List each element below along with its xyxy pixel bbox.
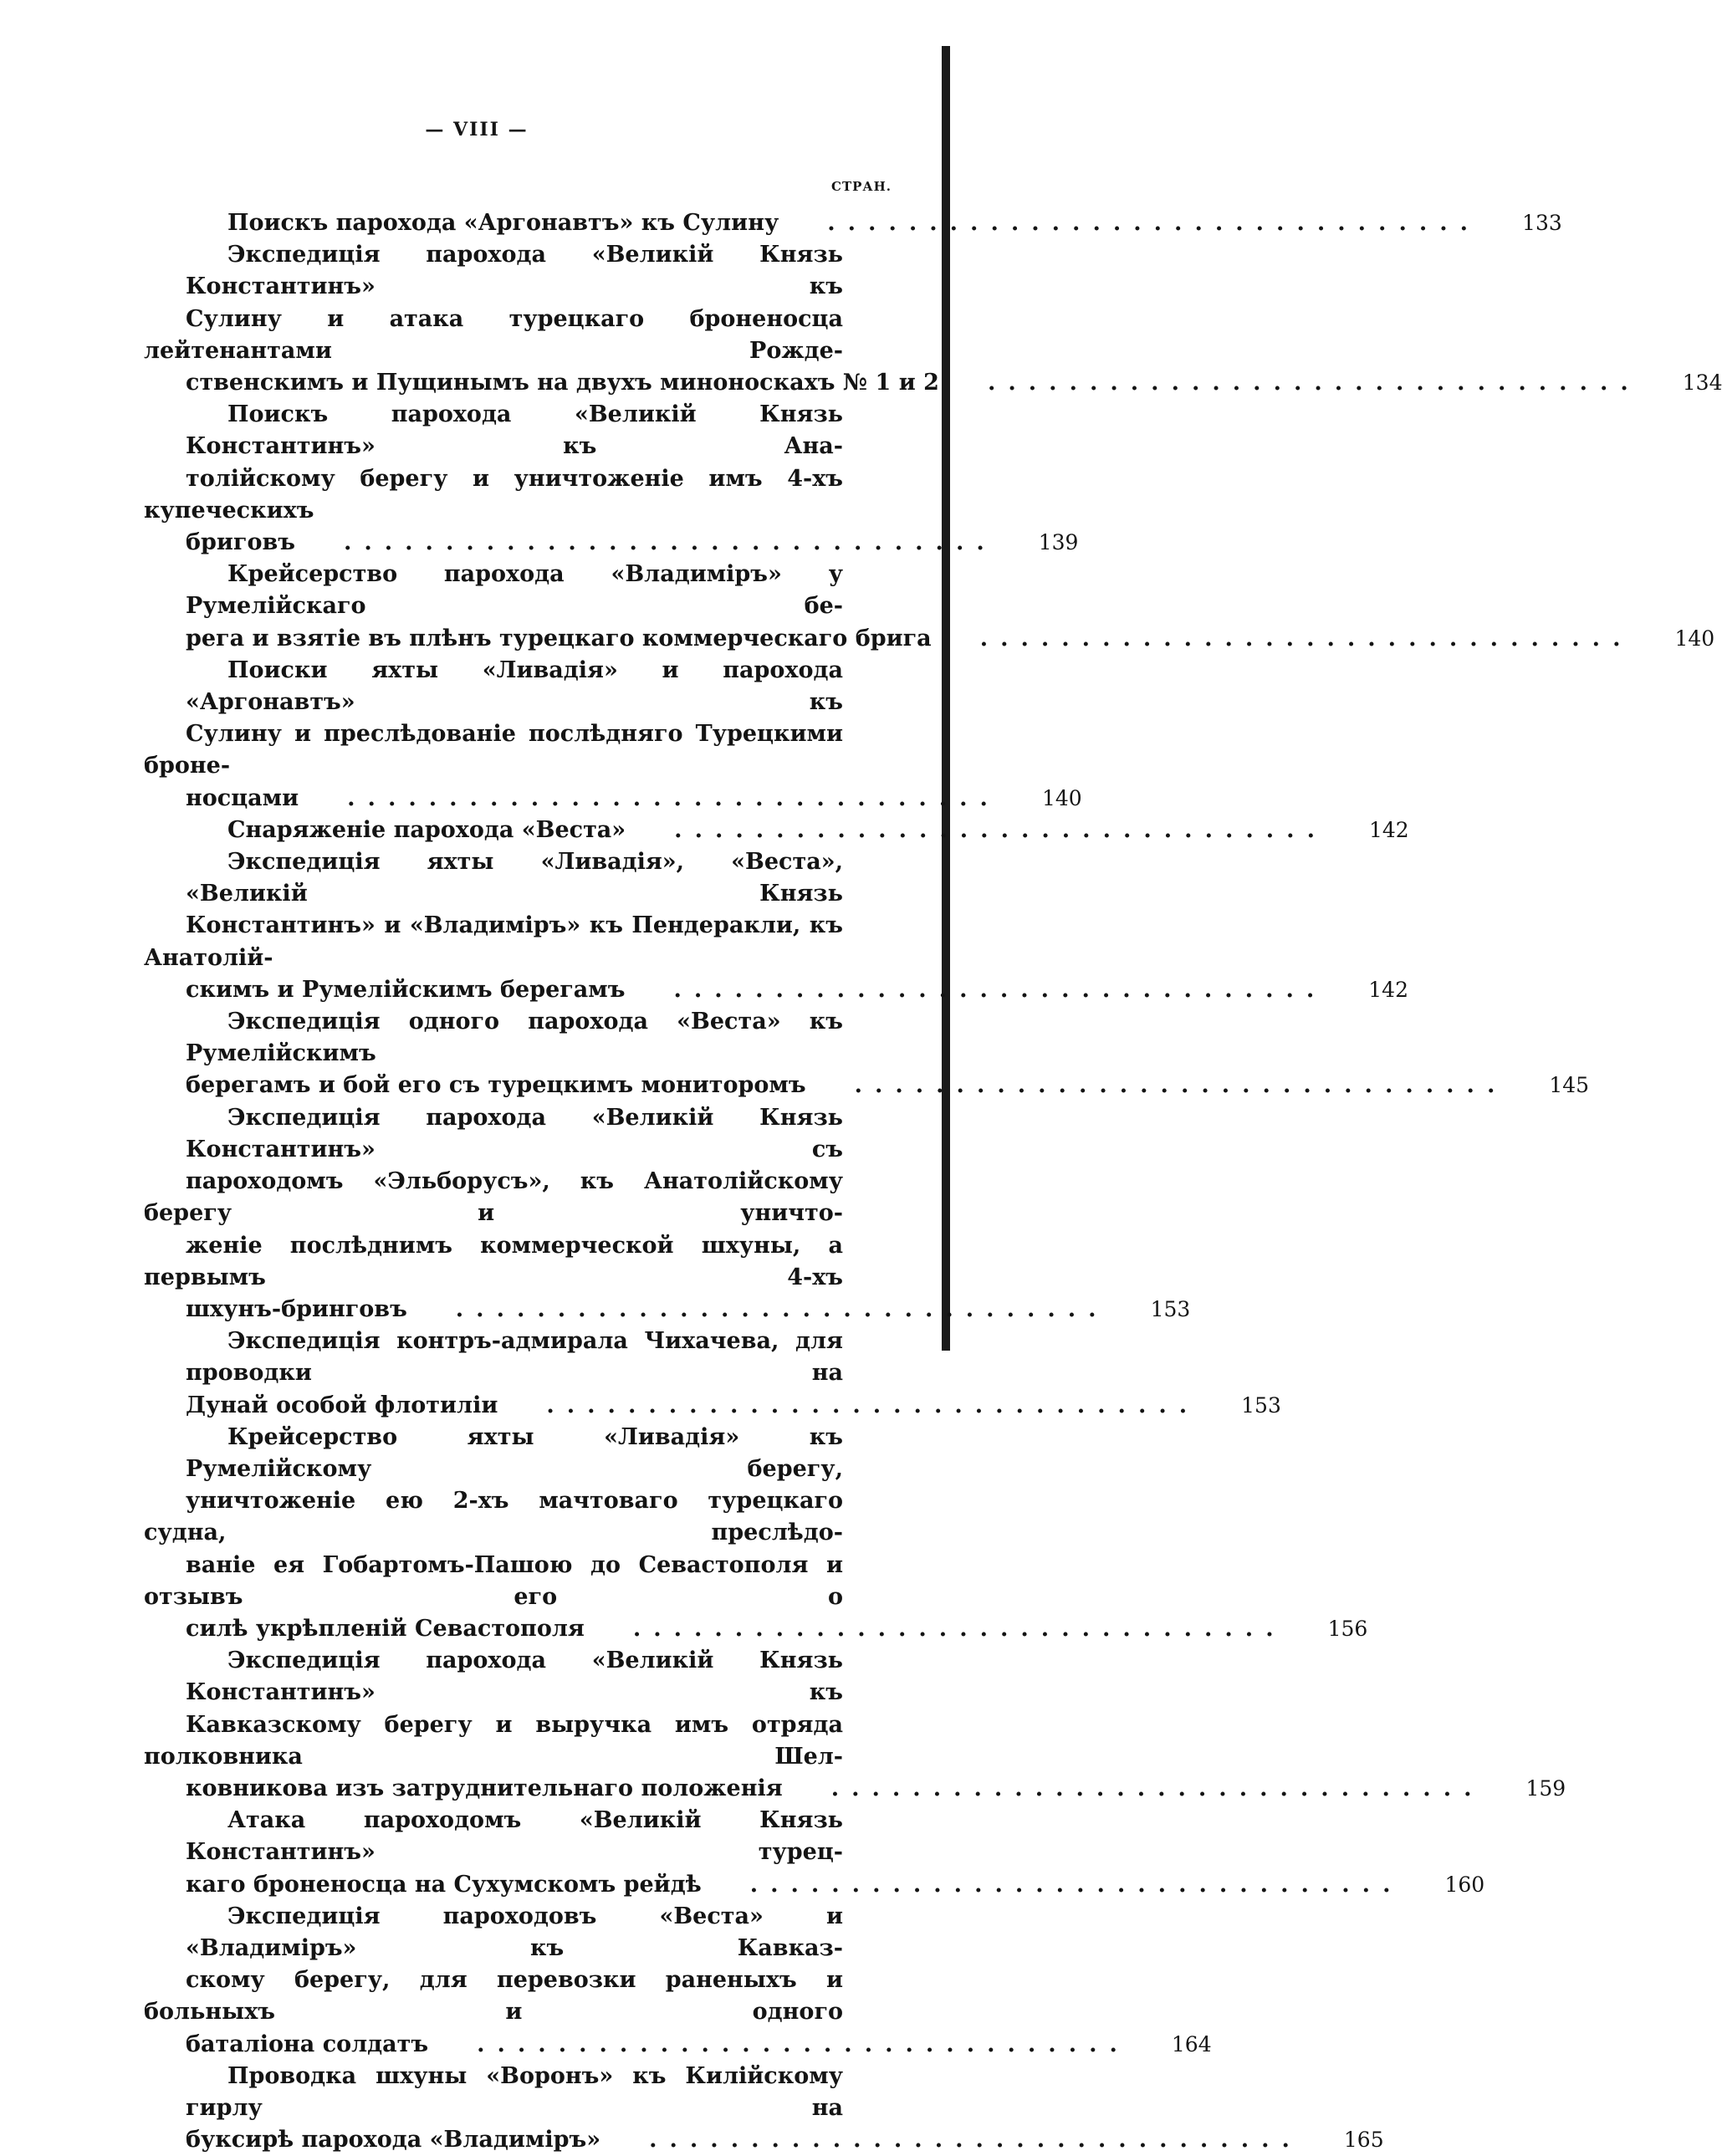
dot-leader: ................................: [455, 1295, 1109, 1322]
toc-entry: [144, 1805, 1485, 1901]
toc-entry-text: шхунъ-бринговъ: [186, 1295, 407, 1322]
dot-leader: ................................: [347, 784, 1000, 811]
toc-entry-line: [144, 463, 843, 527]
toc-entry-text: берегамъ и бой его съ турецкимъ мониторомъ: [186, 1072, 806, 1099]
page-column-header: СТРАН.: [831, 179, 892, 194]
toc-entry-text: уничтоженіе ею 2-хъ мачтоваго турецкаго судна, преслѣдо-: [144, 1488, 843, 1546]
toc-entry-text: Сулину и преслѣдованіе послѣдняго Турецкими броне-: [144, 721, 843, 779]
toc-entry-text: каго броненосца на Сухумскомъ рейдѣ: [186, 1871, 702, 1898]
toc-entry-line: [144, 1326, 843, 1389]
toc-entry: [144, 1645, 1566, 1805]
toc-entry-line: [144, 239, 843, 303]
toc-entry: [144, 399, 1079, 559]
toc-page-number: 142: [1368, 817, 1409, 842]
toc-entry-line: [144, 1390, 1281, 1422]
toc-entry-line: [144, 1805, 843, 1868]
toc-entry-line: [144, 1006, 843, 1070]
toc-entry-text: Экспедиція парохода «Великій Князь Константинъ» съ: [186, 1104, 843, 1162]
toc-page-number: 159: [1525, 1775, 1566, 1801]
toc-entry-line: [144, 1645, 843, 1709]
dot-leader: ................................: [854, 1072, 1508, 1099]
toc-entry-text: баталіона солдатъ: [186, 2031, 429, 2057]
toc-entry-text: Поиски яхты «Ливадія» и парохода «Аргонавтъ» къ: [186, 657, 843, 716]
page-spine-edge: [942, 46, 950, 1351]
toc-entry-text: бриговъ: [186, 529, 295, 556]
toc-page-number: 156: [1327, 1616, 1368, 1641]
toc-entry-text: носцами: [186, 784, 299, 811]
toc-entry-line: [144, 2124, 1384, 2156]
toc-entry-line: [144, 1964, 843, 2028]
toc-entry: [144, 655, 1082, 815]
toc-entry-text: женіе послѣднимъ коммерческой шхуны, а первымъ 4-хъ: [144, 1232, 843, 1290]
toc-entry-text: толійскому берегу и уничтоженіе имъ 4-хъ купеческихъ: [144, 465, 843, 524]
toc-entry-text: Экспедиція парохода «Великій Князь Константинъ» къ: [186, 242, 843, 300]
toc-entry: [144, 846, 1408, 1006]
toc-page-number: 164: [1171, 2031, 1212, 2056]
toc-entry: [144, 1006, 1590, 1102]
toc-entry-text: силѣ укрѣпленій Севастополя: [186, 1615, 585, 1642]
toc-entry-line: [144, 1102, 843, 1166]
toc-page-number: 165: [1343, 2128, 1384, 2153]
toc-entry-line: [144, 559, 843, 622]
toc-entry-text: Крейсерство парохода «Владиміръ» у Румелійскаго бе-: [186, 561, 843, 620]
toc-entry-line: [144, 718, 843, 782]
toc-page-number: 145: [1549, 1073, 1590, 1098]
dot-leader: ................................: [830, 1775, 1484, 1801]
dot-leader: ................................: [749, 1871, 1403, 1898]
toc-entry-line: [144, 1613, 1368, 1645]
toc-entry-line: [144, 304, 843, 367]
dot-leader: ................................: [674, 816, 1327, 843]
toc-entry-text: Сулину и атака турецкаго броненосца лейтенантами Рожде-: [144, 305, 843, 364]
toc-page-number: 134: [1682, 370, 1722, 396]
dot-leader: ................................: [979, 625, 1633, 651]
toc-entry-line: [144, 974, 1408, 1006]
toc-entry-text: Экспедиція яхты «Ливадія», «Веста», «Великій Князь: [186, 849, 843, 907]
toc-entry-line: [144, 815, 1409, 846]
toc-entry-text: Поискъ парохода «Аргонавтъ» къ Сулину: [227, 210, 779, 236]
toc-entry-line: [144, 207, 1562, 239]
toc-entry-text: ственскимъ и Пущинымъ на двухъ миноноскахъ № 1 и 2: [186, 370, 939, 396]
dot-leader: ................................: [649, 2127, 1302, 2153]
toc-entry: [144, 207, 1562, 239]
toc-entry-line: [144, 1709, 843, 1773]
toc-page-number: 133: [1522, 211, 1562, 235]
toc-entry-line: [144, 399, 843, 462]
toc-entry-line: [144, 527, 1079, 559]
toc-entry-text: Крейсерство яхты «Ливадія» къ Румелійскому берегу,: [186, 1423, 843, 1482]
toc-entry-text: ковникова изъ затруднительнаго положенія: [186, 1775, 783, 1801]
dot-leader: ................................: [343, 529, 997, 556]
toc-entry-line: [144, 1166, 843, 1229]
toc-entry: [144, 1326, 1281, 1422]
toc-entry-text: пароходомъ «Эльборусъ», къ Анатолійскому берегу и уничто-: [144, 1168, 843, 1227]
toc-entry: [144, 815, 1409, 846]
dot-leader: ................................: [477, 2031, 1130, 2057]
toc-entry-line: [144, 1422, 843, 1485]
dot-leader: ................................: [673, 976, 1327, 1003]
dot-leader: ................................: [827, 210, 1481, 236]
toc-entry-text: скому берегу, для перевозки раненыхъ и больныхъ и одного: [144, 1967, 843, 2026]
toc-entry: [144, 1901, 1212, 2061]
toc-entry-text: рега и взятіе въ плѣнъ турецкаго коммерческаго брига: [186, 625, 932, 651]
toc-page-number: 153: [1241, 1392, 1281, 1418]
toc-entry: [144, 2061, 1384, 2156]
toc-entry-line: [144, 367, 1722, 399]
toc-entry: [144, 1422, 1368, 1645]
toc-entry-line: [144, 1070, 1590, 1101]
toc-entry-text: Экспедиція парохода «Великій Князь Константинъ» къ: [186, 1648, 843, 1706]
toc-entry-text: Дунай особой флотиліи: [186, 1392, 498, 1418]
toc-entry-text: Константинъ» и «Владиміръ» къ Пендеракли, къ Анатолій-: [144, 912, 843, 971]
toc-entry-text: Атака пароходомъ «Великій Князь Константинъ» турец-: [186, 1807, 843, 1866]
table-of-contents: [144, 207, 1722, 2156]
toc-entry-line: [144, 1901, 843, 1964]
toc-entry-line: [144, 655, 843, 718]
toc-entry-text: скимъ и Румелійскимъ берегамъ: [186, 976, 626, 1003]
toc-entry-line: [144, 1294, 1191, 1326]
toc-entry-line: [144, 910, 843, 973]
dot-leader: ................................: [987, 370, 1641, 396]
dot-leader: ................................: [546, 1392, 1200, 1418]
toc-page-number: 142: [1368, 977, 1408, 1002]
page-number: — VIII —: [425, 119, 529, 140]
toc-entry-text: Экспедиція одного парохода «Веста» къ Румелійскимъ: [186, 1009, 843, 1067]
toc-page-number: 140: [1041, 785, 1082, 810]
toc-entry-line: [144, 783, 1082, 815]
toc-entry: [144, 1102, 1191, 1326]
dot-leader: ................................: [632, 1615, 1286, 1642]
toc-entry-text: Поискъ парохода «Великій Князь Константинъ» къ Ана-: [186, 401, 843, 460]
toc-entry-text: буксирѣ парохода «Владиміръ»: [186, 2127, 601, 2153]
toc-entry-line: [144, 846, 843, 910]
toc-entry-line: [144, 1773, 1566, 1805]
toc-entry-line: [144, 2029, 1212, 2061]
toc-page-number: 160: [1444, 1872, 1485, 1897]
toc-entry-text: Снаряженіе парохода «Веста»: [227, 816, 626, 843]
toc-page-number: 139: [1038, 530, 1079, 555]
toc-entry: [144, 559, 1715, 655]
toc-page-number: 140: [1674, 626, 1715, 651]
toc-entry: [144, 239, 1722, 399]
toc-entry-line: [144, 2061, 843, 2124]
toc-entry-line: [144, 1550, 843, 1613]
toc-entry-line: [144, 1485, 843, 1549]
toc-entry-text: Экспедиція контръ-адмирала Чихачева, для проводки на: [186, 1328, 843, 1387]
toc-entry-line: [144, 623, 1715, 655]
toc-entry-text: ваніе ея Гобартомъ-Пашою до Севастополя и отзывъ его о: [144, 1551, 843, 1610]
toc-entry-text: Проводка шхуны «Воронъ» къ Килійскому гирлу на: [186, 2062, 843, 2121]
toc-entry-line: [144, 1869, 1485, 1901]
toc-page-number: 153: [1150, 1296, 1191, 1321]
toc-entry-line: [144, 1230, 843, 1294]
toc-entry-text: Экспедиція пароходовъ «Веста» и «Владиміръ» къ Кавказ-: [186, 1903, 843, 1961]
toc-entry-text: Кавказскому берегу и выручка имъ отряда полковника Шел-: [144, 1711, 843, 1770]
